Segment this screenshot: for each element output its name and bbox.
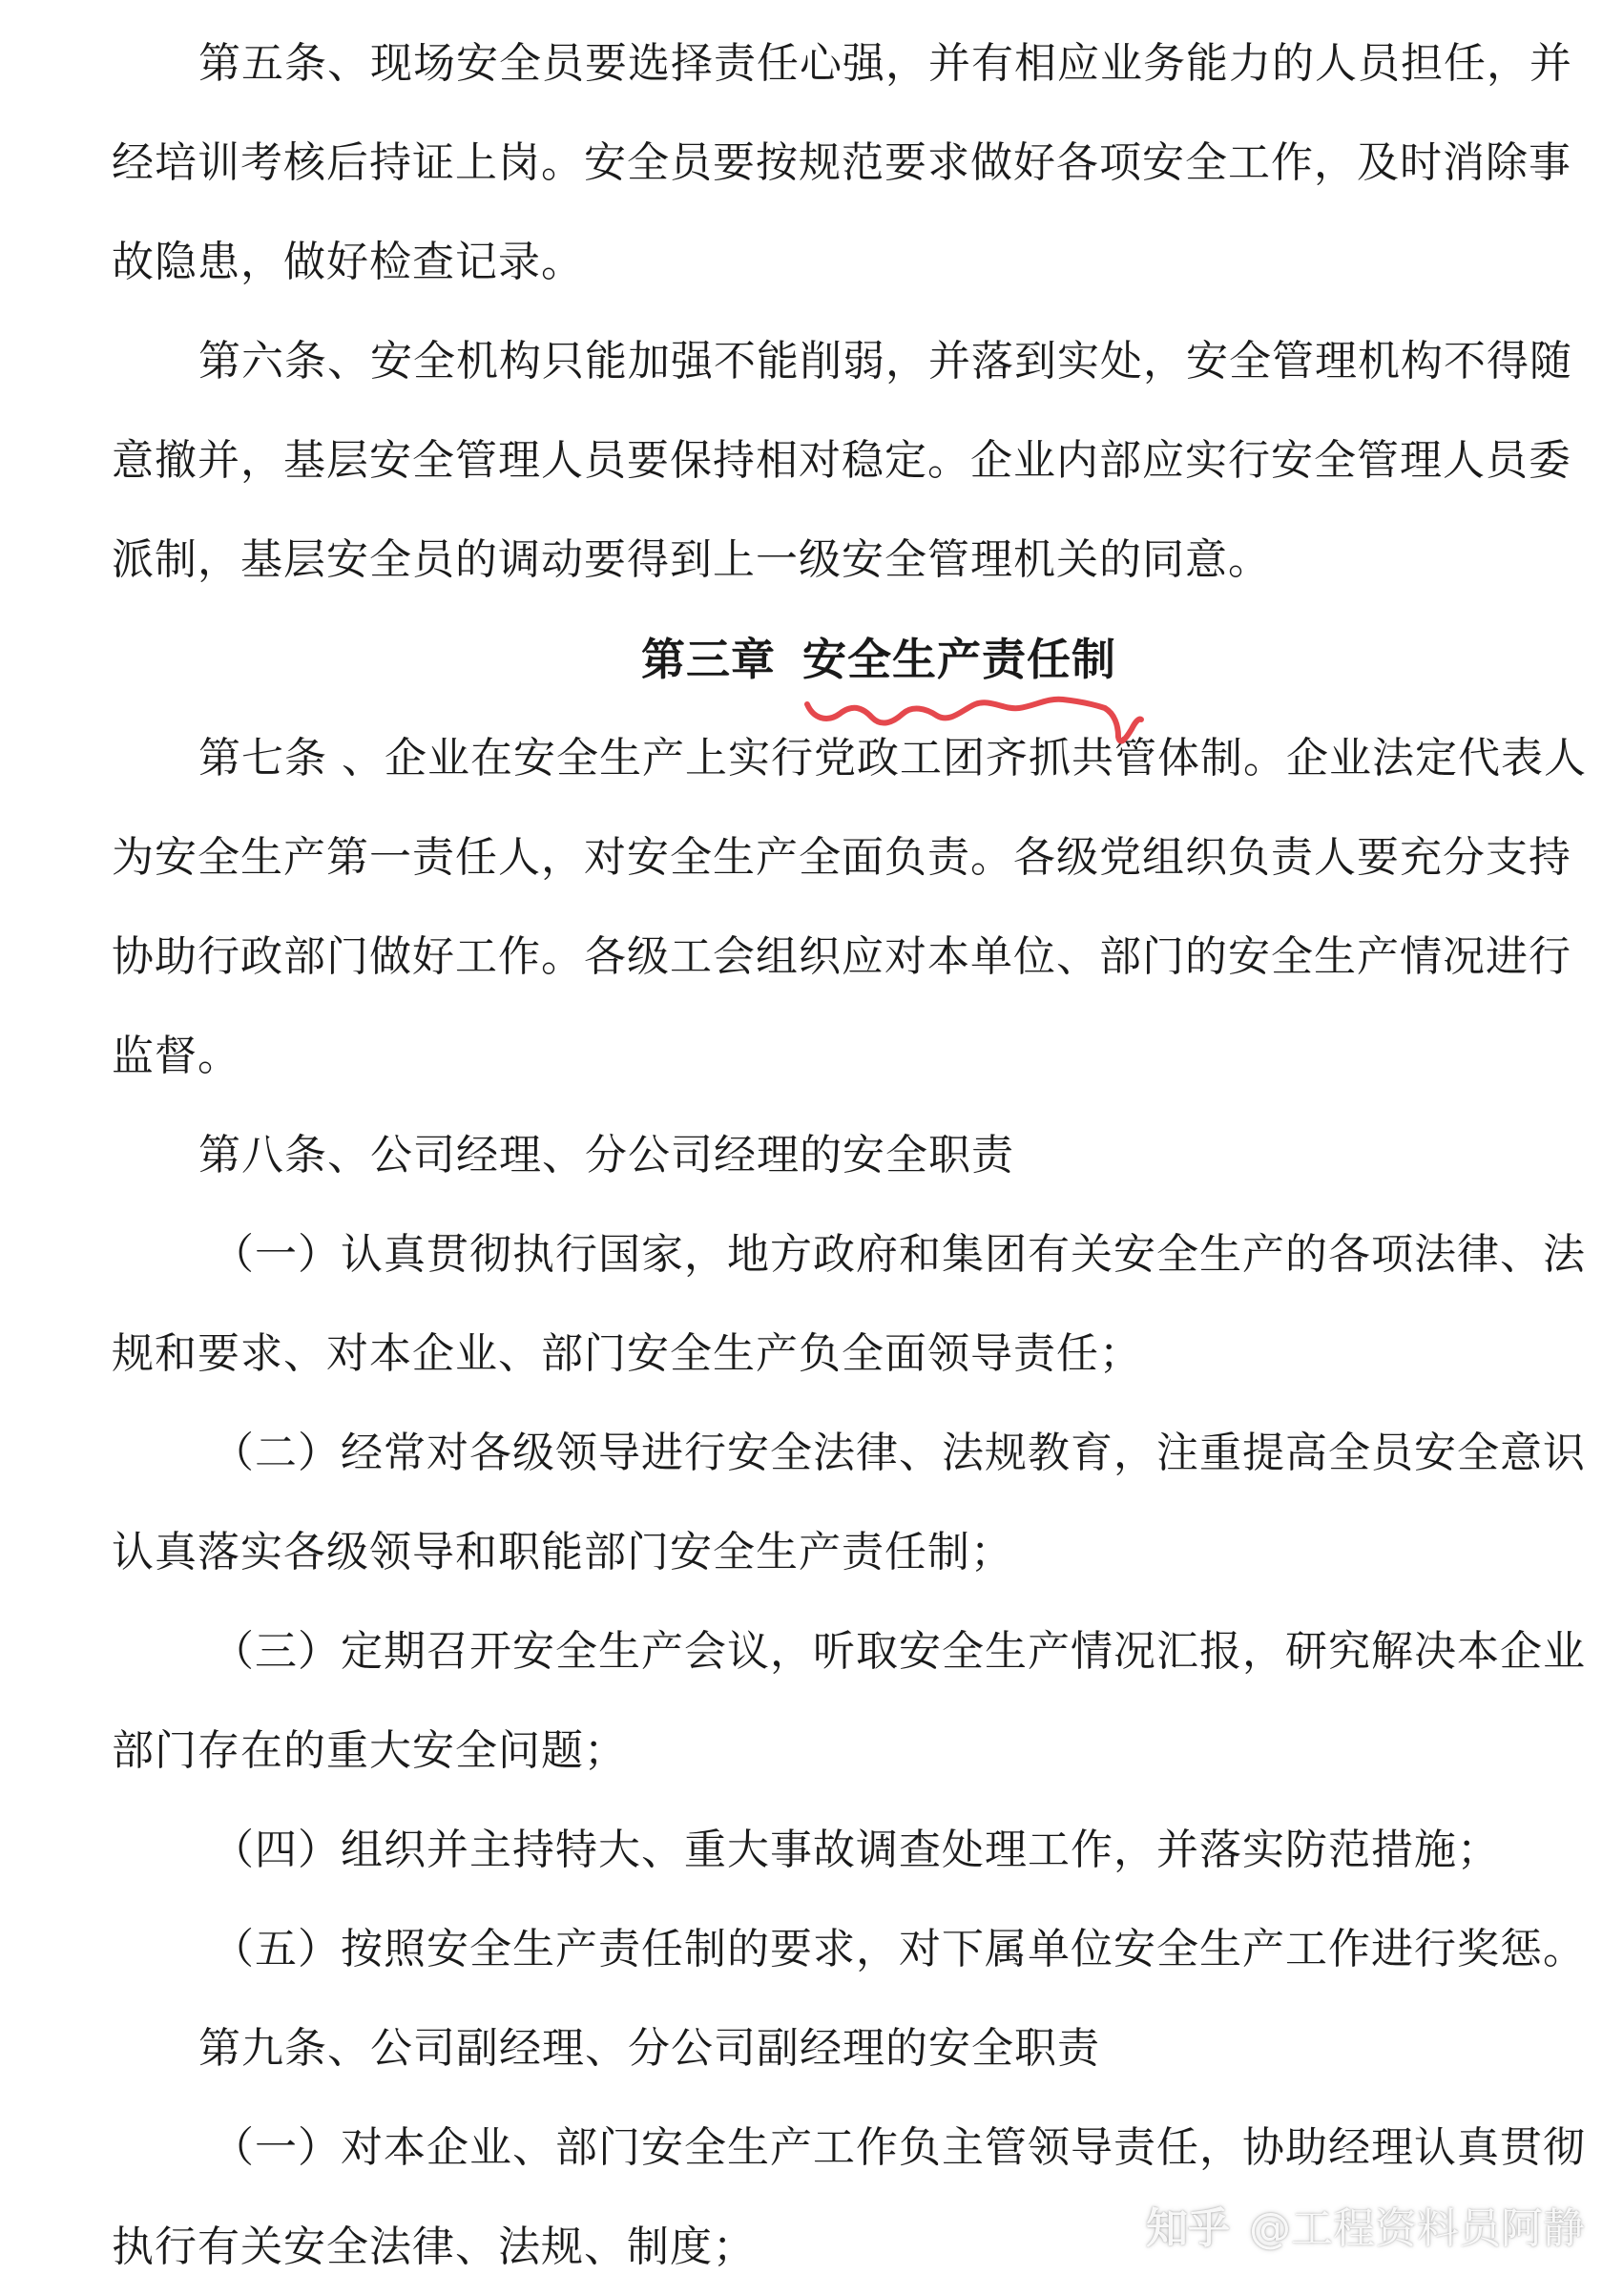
paragraph-line: （二）经常对各级领导进行安全法律、法规教育，注重提高全员安全意识 — [212, 1429, 1586, 1477]
paragraph-line: 部门存在的重大安全问题； — [112, 1726, 627, 1775]
paragraph-line: 第五条、现场安全员要选择责任心强，并有相应业务能力的人员担任，并 — [198, 39, 1572, 88]
watermark-brand: 知乎 — [1146, 2204, 1230, 2253]
paragraph-line: 第七条 、企业在安全生产上实行党政工团齐抓共管体制。企业法定代表人 — [198, 734, 1587, 783]
paragraph-line: （三）定期召开安全生产会议，听取安全生产情况汇报，研究解决本企业 — [212, 1627, 1586, 1676]
paragraph-line: 为安全生产第一责任人，对安全生产全面负责。各级党组织负责人要充分支持 — [112, 833, 1571, 882]
paragraph-line: 认真落实各级领导和职能部门安全生产责任制； — [112, 1528, 1013, 1576]
paragraph-line: 监督。 — [112, 1032, 240, 1080]
paragraph-line: （五）按照安全生产责任制的要求，对下属单位安全生产工作进行奖惩。 — [212, 1925, 1586, 1973]
paragraph-line: 经培训考核后持证上岗。安全员要按规范要求做好各项安全工作，及时消除事 — [112, 138, 1571, 187]
paragraph-line: 第六条、安全机构只能加强不能削弱，并落到实处，安全管理机构不得随 — [198, 337, 1572, 386]
paragraph-line: 派制，基层安全员的调动要得到上一级安全管理机关的同意。 — [112, 535, 1271, 584]
paragraph-line: 执行有关安全法律、法规、制度； — [112, 2223, 756, 2271]
watermark-author: @工程资料员阿静 — [1249, 2204, 1585, 2253]
paragraph-line: （一）对本企业、部门安全生产工作负主管领导责任，协助经理认真贯彻 — [212, 2123, 1586, 2172]
paragraph-line: 故隐患，做好检查记录。 — [112, 238, 584, 286]
paragraph-line: 意撤并，基层安全管理人员要保持相对稳定。企业内部应实行安全管理人员委 — [112, 436, 1571, 485]
paragraph-line: （一）认真贯彻执行国家，地方政府和集团有关安全生产的各项法律、法 — [212, 1230, 1586, 1279]
watermark — [1146, 2202, 1585, 2256]
paragraph-line: 第九条、公司副经理、分公司副经理的安全职责 — [198, 2024, 1100, 2073]
chapter-heading — [641, 634, 1116, 685]
chapter-title: 安全生产责任制 — [802, 634, 1116, 685]
paragraph-line: 规和要求、对本企业、部门安全生产负全面领导责任； — [112, 1329, 1142, 1378]
paragraph-line: （四）组织并主持特大、重大事故调查处理工作，并落实防范措施； — [212, 1826, 1500, 1874]
paragraph-line: 协助行政部门做好工作。各级工会组织应对本单位、部门的安全生产情况进行 — [112, 932, 1571, 981]
chapter-number: 第三章 — [641, 634, 776, 685]
paragraph-line: 第八条、公司经理、分公司经理的安全职责 — [198, 1131, 1014, 1179]
